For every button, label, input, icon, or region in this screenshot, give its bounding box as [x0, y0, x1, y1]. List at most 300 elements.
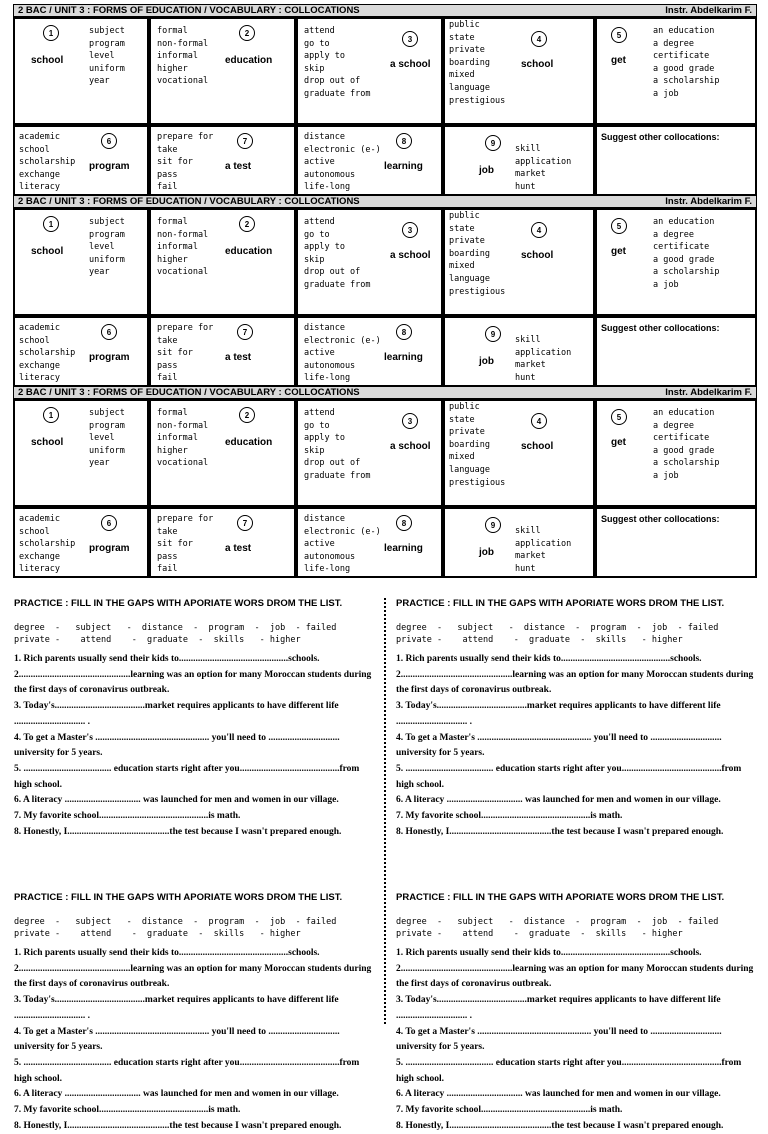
list-item: life-long	[304, 373, 351, 384]
sentence: 6. A literacy ................................ was launched for men and women in our village.	[14, 1089, 339, 1100]
list-item: fail	[157, 182, 178, 193]
word-list	[449, 19, 505, 107]
keyword: job	[479, 165, 494, 176]
list-item: prestigious	[449, 286, 506, 297]
suggest-label: Suggest other collocations:	[601, 132, 720, 142]
list-item: attend	[304, 408, 335, 418]
number-circle: 5	[611, 409, 627, 425]
keyword: a test	[225, 543, 252, 554]
sentence: 3. Today's......................................market requires applicants to have different life .............................. .	[14, 995, 339, 1021]
sentence: 8. Honestly, I...........................................the test because I wasn't prepared enough.	[396, 826, 724, 837]
list-item: a scholarship	[653, 76, 720, 87]
practice-title: PRACTICE : FILL IN THE GAPS WITH APORIATE WORS DROM THE LIST.	[396, 892, 725, 903]
number-circle: 8	[396, 133, 412, 149]
sentence: 1. Rich parents usually send their kids to..............................................schools.	[14, 948, 320, 958]
list-item: higher	[157, 445, 188, 456]
keyword: get	[611, 55, 626, 66]
sentence: 7. My favorite school..............................................is math.	[14, 1105, 241, 1116]
sentence: 4. To get a Master's ................................................ you'll need to .............................. university for 5 years.	[396, 1026, 722, 1053]
collocation-box-9	[443, 507, 595, 578]
list-item: literacy	[19, 373, 60, 384]
word-bank: degree - subject - distance - program - job - failed private - attend - graduate - skills - higher	[396, 623, 719, 645]
header-bar	[13, 386, 757, 399]
sentence: 5. ..................................... education starts right after you..........................................from high school.	[14, 763, 360, 790]
list-item: autonomous	[304, 551, 356, 562]
list-item: subject	[89, 26, 125, 36]
collocation-box-3	[296, 17, 443, 125]
list-item: certificate	[653, 433, 710, 444]
list-item: uniform	[89, 63, 125, 74]
list-item: attend	[304, 26, 335, 36]
list-item: academic	[19, 514, 60, 524]
header-title: 2 BAC / UNIT 3 : FORMS OF EDUCATION / VOCABULARY : COLLOCATIONS	[18, 5, 360, 16]
word-list	[19, 513, 75, 576]
list-item: higher	[157, 63, 188, 74]
list-item: a job	[653, 470, 679, 481]
word-list	[89, 407, 125, 470]
keyword: school	[521, 441, 554, 452]
sentence: 4. To get a Master's ................................................ you'll need to .............................. university for 5 years.	[14, 1026, 340, 1053]
number-circle: 7	[237, 133, 253, 149]
keyword: a test	[225, 161, 252, 172]
number-circle: 9	[485, 326, 501, 342]
sentence-list	[396, 652, 756, 840]
sentence: 4. To get a Master's ................................................ you'll need to .............................. university for 5 years.	[396, 732, 722, 759]
sentence-list	[396, 946, 756, 1134]
list-item: go to	[304, 38, 330, 49]
list-item: application	[515, 156, 572, 167]
word-list	[157, 131, 213, 194]
collocation-box-6	[13, 507, 149, 578]
sentence: 2...............................................learning was an option for many Moroccan students during the first days of coronavirus outbreak.	[14, 963, 372, 990]
list-item: a job	[653, 88, 679, 99]
sentence: 8. Honestly, I...........................................the test because I wasn't prepared enough.	[14, 826, 342, 837]
list-item: academic	[19, 132, 60, 142]
list-item: a good grade	[653, 254, 715, 265]
list-item: a degree	[653, 38, 694, 49]
list-item: subject	[89, 408, 125, 418]
list-item: go to	[304, 420, 330, 431]
keyword: education	[225, 437, 273, 448]
list-item: boarding	[449, 248, 490, 259]
word-list	[449, 401, 505, 489]
list-item: take	[157, 526, 178, 537]
list-item: active	[304, 157, 335, 168]
word-list	[515, 334, 571, 384]
word-list	[449, 210, 505, 298]
list-item: informal	[157, 433, 198, 444]
number-circle: 7	[237, 515, 253, 531]
list-item: formal	[157, 26, 188, 36]
collocation-block	[13, 195, 757, 384]
list-item: private	[449, 45, 485, 56]
list-item: level	[89, 433, 115, 444]
collocation-box-6	[13, 316, 149, 387]
word-list	[304, 322, 381, 385]
number-circle: 3	[402, 413, 418, 429]
list-item: prepare for	[157, 514, 214, 524]
sentence: 1. Rich parents usually send their kids to..............................................schools.	[396, 948, 702, 958]
keyword: school	[31, 55, 64, 66]
list-item: sit for	[157, 157, 193, 168]
header-bar	[13, 4, 757, 17]
list-item: autonomous	[304, 169, 356, 180]
list-item: state	[449, 223, 475, 234]
keyword: education	[225, 246, 273, 257]
number-circle: 2	[239, 216, 255, 232]
word-list	[304, 513, 381, 576]
list-item: scholarship	[19, 348, 76, 359]
collocation-box-9	[443, 125, 595, 196]
sentence: 2...............................................learning was an option for many Moroccan students during the first days of coronavirus outbreak.	[396, 963, 754, 990]
collocation-box-2	[149, 17, 296, 125]
keyword: a school	[390, 441, 431, 452]
list-item: drop out of	[304, 267, 361, 278]
number-circle: 5	[611, 218, 627, 234]
word-list	[515, 525, 571, 575]
keyword: school	[521, 250, 554, 261]
list-item: market	[515, 360, 546, 371]
list-item: school	[19, 335, 50, 346]
list-item: skip	[304, 445, 325, 456]
list-item: a job	[653, 279, 679, 290]
list-item: application	[515, 538, 572, 549]
collocation-box-2	[149, 208, 296, 316]
number-circle: 2	[239, 407, 255, 423]
keyword: learning	[384, 352, 423, 363]
list-item: mixed	[449, 70, 475, 81]
list-item: informal	[157, 51, 198, 62]
list-item: application	[515, 347, 572, 358]
sentence-list	[14, 652, 374, 840]
word-list	[653, 216, 720, 292]
word-list	[304, 407, 371, 483]
number-circle: 9	[485, 517, 501, 533]
word-list	[89, 216, 125, 279]
list-item: an education	[653, 217, 715, 227]
collocation-box-9	[443, 316, 595, 387]
keyword: school	[31, 246, 64, 257]
list-item: sit for	[157, 348, 193, 359]
list-item: skill	[515, 526, 541, 536]
list-item: subject	[89, 217, 125, 227]
keyword: job	[479, 547, 494, 558]
sentence: 6. A literacy ................................ was launched for men and women in our village.	[396, 795, 721, 806]
list-item: literacy	[19, 182, 60, 193]
word-list	[19, 322, 75, 385]
practice-section	[14, 892, 374, 1131]
word-list	[157, 216, 208, 279]
sentence: 2...............................................learning was an option for many Moroccan students during the first days of coronavirus outbreak.	[396, 669, 754, 696]
list-item: take	[157, 335, 178, 346]
list-item: skill	[515, 144, 541, 154]
practice-title: PRACTICE : FILL IN THE GAPS WITH APORIATE WORS DROM THE LIST.	[14, 598, 343, 609]
list-item: scholarship	[19, 157, 76, 168]
list-item: certificate	[653, 51, 710, 62]
list-item: graduate from	[304, 88, 371, 99]
list-item: a degree	[653, 229, 694, 240]
list-item: a degree	[653, 420, 694, 431]
list-item: drop out of	[304, 458, 361, 469]
collocation-box-1	[13, 399, 149, 507]
list-item: higher	[157, 254, 188, 265]
sentence: 3. Today's......................................market requires applicants to have different life .............................. .	[396, 701, 721, 727]
list-item: public	[449, 20, 480, 30]
list-item: drop out of	[304, 76, 361, 87]
list-item: public	[449, 211, 480, 221]
collocation-box-5	[595, 399, 757, 507]
list-item: vocational	[157, 76, 209, 87]
collocation-box-6	[13, 125, 149, 196]
collocation-box-5	[595, 17, 757, 125]
list-item: exchange	[19, 551, 60, 562]
word-list	[515, 143, 571, 193]
list-item: market	[515, 169, 546, 180]
list-item: pass	[157, 551, 178, 562]
suggest-box	[595, 316, 757, 387]
cut-line	[384, 598, 386, 1024]
suggest-box	[595, 507, 757, 578]
sentence: 4. To get a Master's ................................................ you'll need to .............................. university for 5 years.	[14, 732, 340, 759]
list-item: attend	[304, 217, 335, 227]
number-circle: 8	[396, 324, 412, 340]
collocation-box-3	[296, 208, 443, 316]
keyword: education	[225, 55, 273, 66]
instructor-name: Instr. Abdelkarim F.	[665, 387, 752, 398]
list-item: life-long	[304, 564, 351, 575]
sentence: 6. A literacy ................................ was launched for men and women in our village.	[14, 795, 339, 806]
list-item: formal	[157, 217, 188, 227]
list-item: skill	[515, 335, 541, 345]
list-item: level	[89, 242, 115, 253]
list-item: sit for	[157, 539, 193, 550]
list-item: a scholarship	[653, 267, 720, 278]
list-item: pass	[157, 169, 178, 180]
number-circle: 3	[402, 222, 418, 238]
list-item: vocational	[157, 458, 209, 469]
list-item: distance	[304, 323, 345, 333]
keyword: a school	[390, 250, 431, 261]
collocation-box-1	[13, 208, 149, 316]
word-list	[304, 131, 381, 194]
list-item: take	[157, 144, 178, 155]
number-circle: 1	[43, 25, 59, 41]
word-bank: degree - subject - distance - program - job - failed private - attend - graduate - skills - higher	[14, 917, 337, 939]
list-item: private	[449, 427, 485, 438]
list-item: private	[449, 236, 485, 247]
instructor-name: Instr. Abdelkarim F.	[665, 196, 752, 207]
list-item: autonomous	[304, 360, 356, 371]
list-item: fail	[157, 373, 178, 384]
sentence: 1. Rich parents usually send their kids to..............................................schools.	[14, 654, 320, 664]
keyword: school	[521, 59, 554, 70]
word-list	[304, 25, 371, 101]
list-item: level	[89, 51, 115, 62]
header-title: 2 BAC / UNIT 3 : FORMS OF EDUCATION / VOCABULARY : COLLOCATIONS	[18, 387, 360, 398]
number-circle: 6	[101, 515, 117, 531]
list-item: exchange	[19, 360, 60, 371]
header-bar	[13, 195, 757, 208]
list-item: pass	[157, 360, 178, 371]
list-item: language	[449, 273, 490, 284]
list-item: informal	[157, 242, 198, 253]
list-item: state	[449, 32, 475, 43]
sentence: 7. My favorite school..............................................is math.	[396, 1105, 623, 1116]
list-item: state	[449, 414, 475, 425]
collocation-box-2	[149, 399, 296, 507]
practice-title: PRACTICE : FILL IN THE GAPS WITH APORIATE WORS DROM THE LIST.	[396, 598, 725, 609]
word-list	[157, 513, 213, 576]
list-item: prestigious	[449, 477, 506, 488]
list-item: program	[89, 38, 125, 49]
keyword: get	[611, 246, 626, 257]
list-item: boarding	[449, 57, 490, 68]
list-item: academic	[19, 323, 60, 333]
number-circle: 2	[239, 25, 255, 41]
list-item: hunt	[515, 372, 536, 383]
header-title: 2 BAC / UNIT 3 : FORMS OF EDUCATION / VOCABULARY : COLLOCATIONS	[18, 196, 360, 207]
sentence: 3. Today's......................................market requires applicants to have different life .............................. .	[396, 995, 721, 1021]
list-item: hunt	[515, 181, 536, 192]
collocation-grid	[13, 208, 757, 384]
list-item: year	[89, 267, 110, 278]
list-item: year	[89, 458, 110, 469]
word-list	[19, 131, 75, 194]
list-item: fail	[157, 564, 178, 575]
list-item: boarding	[449, 439, 490, 450]
word-bank: degree - subject - distance - program - job - failed private - attend - graduate - skills - higher	[396, 917, 719, 939]
collocation-box-4	[443, 17, 595, 125]
word-list	[157, 407, 208, 470]
list-item: non-formal	[157, 38, 209, 49]
list-item: school	[19, 526, 50, 537]
list-item: non-formal	[157, 229, 209, 240]
list-item: a scholarship	[653, 458, 720, 469]
list-item: active	[304, 539, 335, 550]
list-item: apply to	[304, 433, 345, 444]
keyword: a school	[390, 59, 431, 70]
collocation-box-5	[595, 208, 757, 316]
collocation-box-8	[296, 316, 443, 387]
keyword: school	[31, 437, 64, 448]
list-item: mixed	[449, 261, 475, 272]
list-item: uniform	[89, 445, 125, 456]
list-item: formal	[157, 408, 188, 418]
list-item: school	[19, 144, 50, 155]
list-item: distance	[304, 132, 345, 142]
collocation-grid	[13, 17, 757, 193]
collocation-box-8	[296, 125, 443, 196]
list-item: distance	[304, 514, 345, 524]
number-circle: 6	[101, 324, 117, 340]
number-circle: 4	[531, 31, 547, 47]
list-item: an education	[653, 408, 715, 418]
keyword: program	[89, 352, 130, 363]
sentence: 3. Today's......................................market requires applicants to have different life .............................. .	[14, 701, 339, 727]
sentence-list	[14, 946, 374, 1134]
collocation-box-8	[296, 507, 443, 578]
practice-section	[396, 892, 756, 1131]
collocation-box-3	[296, 399, 443, 507]
number-circle: 1	[43, 216, 59, 232]
keyword: job	[479, 356, 494, 367]
list-item: apply to	[304, 51, 345, 62]
word-list	[304, 216, 371, 292]
keyword: program	[89, 543, 130, 554]
sentence: 5. ..................................... education starts right after you..........................................from high school.	[396, 1057, 742, 1084]
list-item: year	[89, 76, 110, 87]
word-list	[89, 25, 125, 88]
number-circle: 8	[396, 515, 412, 531]
number-circle: 7	[237, 324, 253, 340]
collocation-grid	[13, 399, 757, 575]
list-item: a good grade	[653, 63, 715, 74]
suggest-label: Suggest other collocations:	[601, 323, 720, 333]
number-circle: 6	[101, 133, 117, 149]
list-item: certificate	[653, 242, 710, 253]
sentence: 2...............................................learning was an option for many Moroccan students during the first days of coronavirus outbreak.	[14, 669, 372, 696]
list-item: electronic (e-)	[304, 144, 381, 155]
list-item: graduate from	[304, 470, 371, 481]
collocation-box-4	[443, 208, 595, 316]
list-item: hunt	[515, 563, 536, 574]
list-item: literacy	[19, 564, 60, 575]
list-item: electronic (e-)	[304, 526, 381, 537]
list-item: prestigious	[449, 95, 506, 106]
collocation-box-1	[13, 17, 149, 125]
suggest-box	[595, 125, 757, 196]
list-item: skip	[304, 254, 325, 265]
sentence: 7. My favorite school..............................................is math.	[396, 811, 623, 822]
instructor-name: Instr. Abdelkarim F.	[665, 5, 752, 16]
word-list	[157, 25, 208, 88]
list-item: apply to	[304, 242, 345, 253]
list-item: go to	[304, 229, 330, 240]
list-item: graduate from	[304, 279, 371, 290]
list-item: language	[449, 82, 490, 93]
sentence: 5. ..................................... education starts right after you..........................................from high school.	[396, 763, 742, 790]
collocation-box-7	[149, 316, 296, 387]
collocation-box-7	[149, 125, 296, 196]
keyword: learning	[384, 543, 423, 554]
sentence: 5. ..................................... education starts right after you..........................................from high school.	[14, 1057, 360, 1084]
list-item: public	[449, 402, 480, 412]
keyword: learning	[384, 161, 423, 172]
list-item: scholarship	[19, 539, 76, 550]
number-circle: 4	[531, 222, 547, 238]
list-item: prepare for	[157, 132, 214, 142]
keyword: a test	[225, 352, 252, 363]
word-bank: degree - subject - distance - program - job - failed private - attend - graduate - skills - higher	[14, 623, 337, 645]
collocation-box-4	[443, 399, 595, 507]
list-item: market	[515, 551, 546, 562]
word-list	[653, 407, 720, 483]
sentence: 1. Rich parents usually send their kids to..............................................schools.	[396, 654, 702, 664]
list-item: mixed	[449, 452, 475, 463]
list-item: vocational	[157, 267, 209, 278]
sentence: 7. My favorite school..............................................is math.	[14, 811, 241, 822]
keyword: get	[611, 437, 626, 448]
sentence: 6. A literacy ................................ was launched for men and women in our village.	[396, 1089, 721, 1100]
list-item: exchange	[19, 169, 60, 180]
list-item: an education	[653, 26, 715, 36]
sentence: 8. Honestly, I...........................................the test because I wasn't prepared enough.	[14, 1120, 342, 1131]
word-list	[157, 322, 213, 385]
number-circle: 4	[531, 413, 547, 429]
list-item: life-long	[304, 182, 351, 193]
list-item: uniform	[89, 254, 125, 265]
collocation-box-7	[149, 507, 296, 578]
